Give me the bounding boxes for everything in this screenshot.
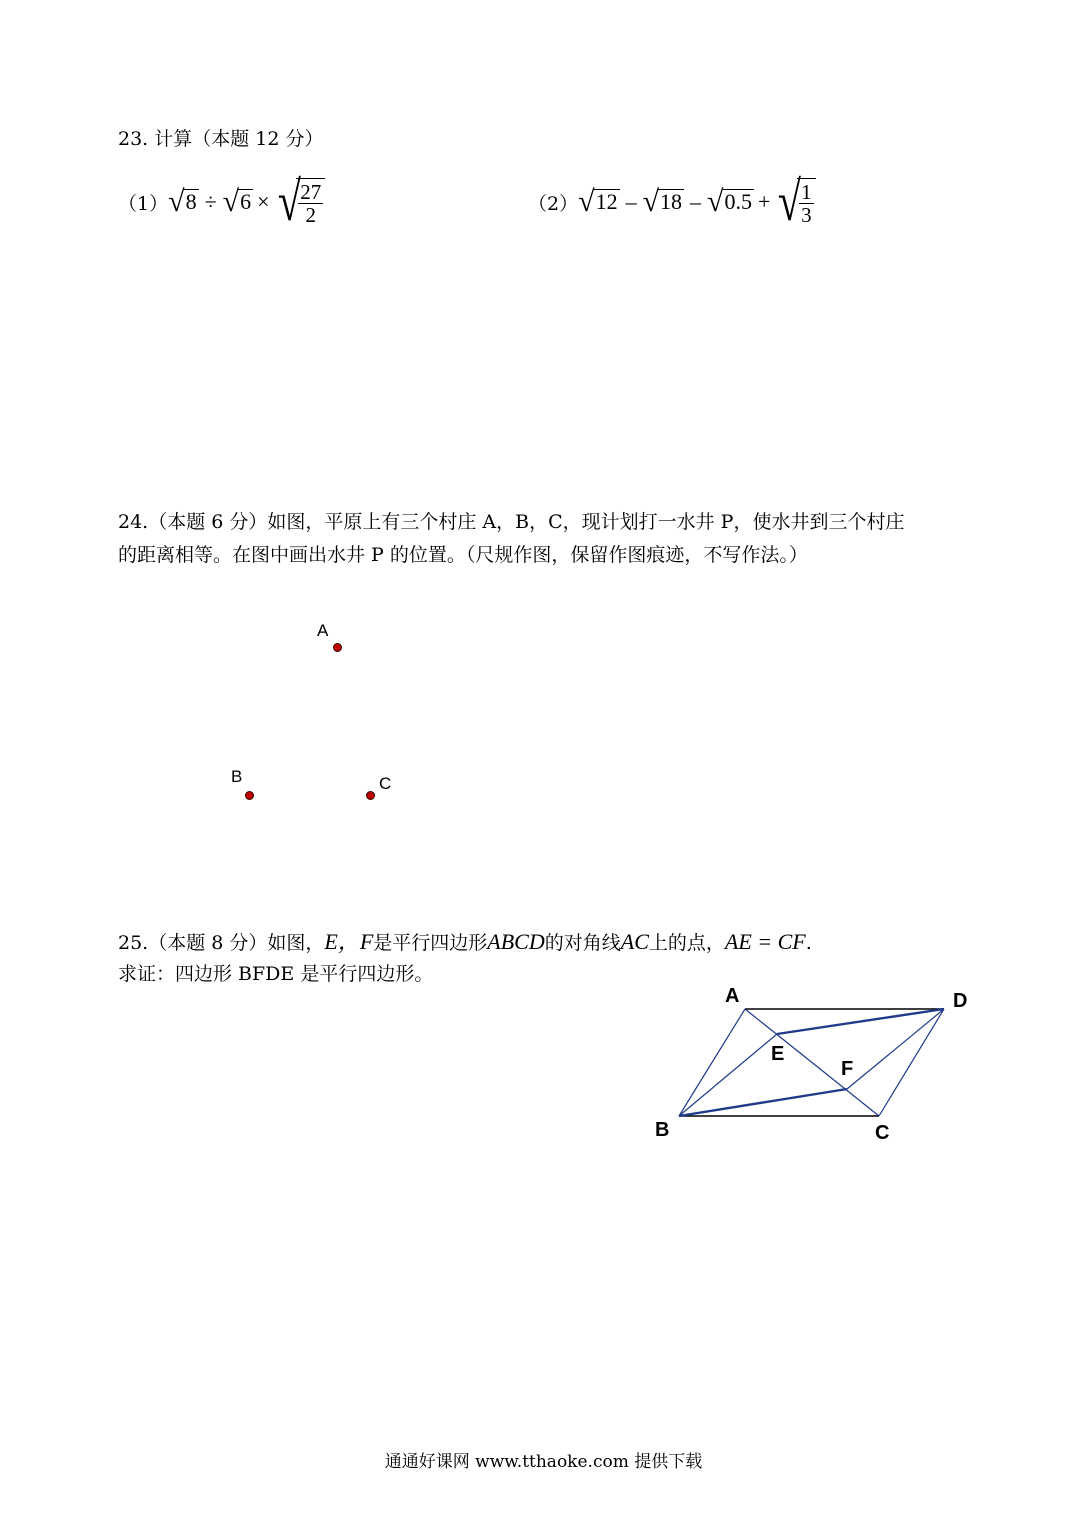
page-footer: 通通好课网 www.tthaoke.com 提供下载 [384, 1452, 703, 1472]
q25-text-line2: 求证：四边形 BFDE 是平行四边形。 [118, 963, 434, 985]
minus-sign: – [625, 189, 637, 214]
q23-p1-numerator: 27 [300, 179, 322, 204]
q25-line1-part-c: 的对角线 [544, 932, 621, 954]
village-a-label: A [317, 621, 329, 640]
q23-heading: 23. 计算（本题 12 分） [118, 128, 324, 150]
q23-part2-label: （2） [528, 192, 579, 215]
q24-text-line2: 的距离相等。在图中画出水井 P 的位置。（尺规作图，保留作图痕迹，不写作法。） [118, 544, 808, 566]
q23-p2-radicand-3: 0.5 [724, 189, 752, 215]
q25-points-ef: E，F [324, 929, 374, 954]
sqrt-sign: √ [707, 185, 724, 218]
q24-text-line1: 24.（本题 6 分）如图，平原上有三个村庄 A，B，C，现计划打一水井 P，使水井到三个村庄 [118, 511, 905, 533]
sqrt-sign: √ [277, 171, 301, 233]
times-sign: × [257, 189, 270, 214]
q23-p2-numerator: 1 [801, 179, 812, 204]
q23-p1-radicand-2: 6 [240, 189, 252, 215]
q25-parallelogram-abcd: ABCD [487, 929, 545, 954]
edge-dc [879, 1009, 944, 1116]
sqrt-sign: √ [642, 185, 660, 218]
fig-label-d: D [953, 990, 968, 1012]
q25-equation: AE = CF [724, 929, 806, 954]
q25-line1-part-a: 25.（本题 8 分）如图， [118, 932, 325, 954]
q23-p1-denominator: 2 [305, 203, 317, 227]
fig-label-e: E [771, 1043, 785, 1065]
village-c-label: C [379, 774, 392, 793]
plus-sign: + [758, 189, 771, 214]
q23-p1-radicand-1: 8 [185, 189, 197, 215]
fig-label-f: F [841, 1058, 854, 1080]
q25-line1-part-d: 上的点， [648, 932, 725, 954]
q23-part1-label: （1） [118, 192, 169, 215]
sqrt-sign: √ [168, 185, 185, 218]
q23-p2-denominator: 3 [801, 203, 812, 227]
village-b-label: B [231, 767, 243, 786]
minus-sign: – [690, 189, 702, 214]
divide-sign: ÷ [204, 189, 217, 214]
diagonal-ac [745, 1009, 879, 1116]
q25-diagonal-ac: AC [620, 929, 649, 954]
segment-bf [679, 1089, 847, 1116]
sqrt-sign: √ [578, 185, 595, 218]
fig-label-a: A [725, 985, 740, 1007]
q23-p2-radicand-1: 12 [595, 189, 618, 215]
edge-ab [679, 1009, 745, 1116]
fig-label-c: C [875, 1122, 890, 1144]
q25-line1-part-b: 是平行四边形 [373, 932, 488, 954]
q25-line1-end: . [805, 932, 812, 954]
sqrt-sign: √ [778, 171, 802, 233]
fig-label-b: B [655, 1119, 670, 1141]
sqrt-sign: √ [222, 185, 240, 218]
q23-p2-radicand-2: 18 [660, 189, 683, 215]
